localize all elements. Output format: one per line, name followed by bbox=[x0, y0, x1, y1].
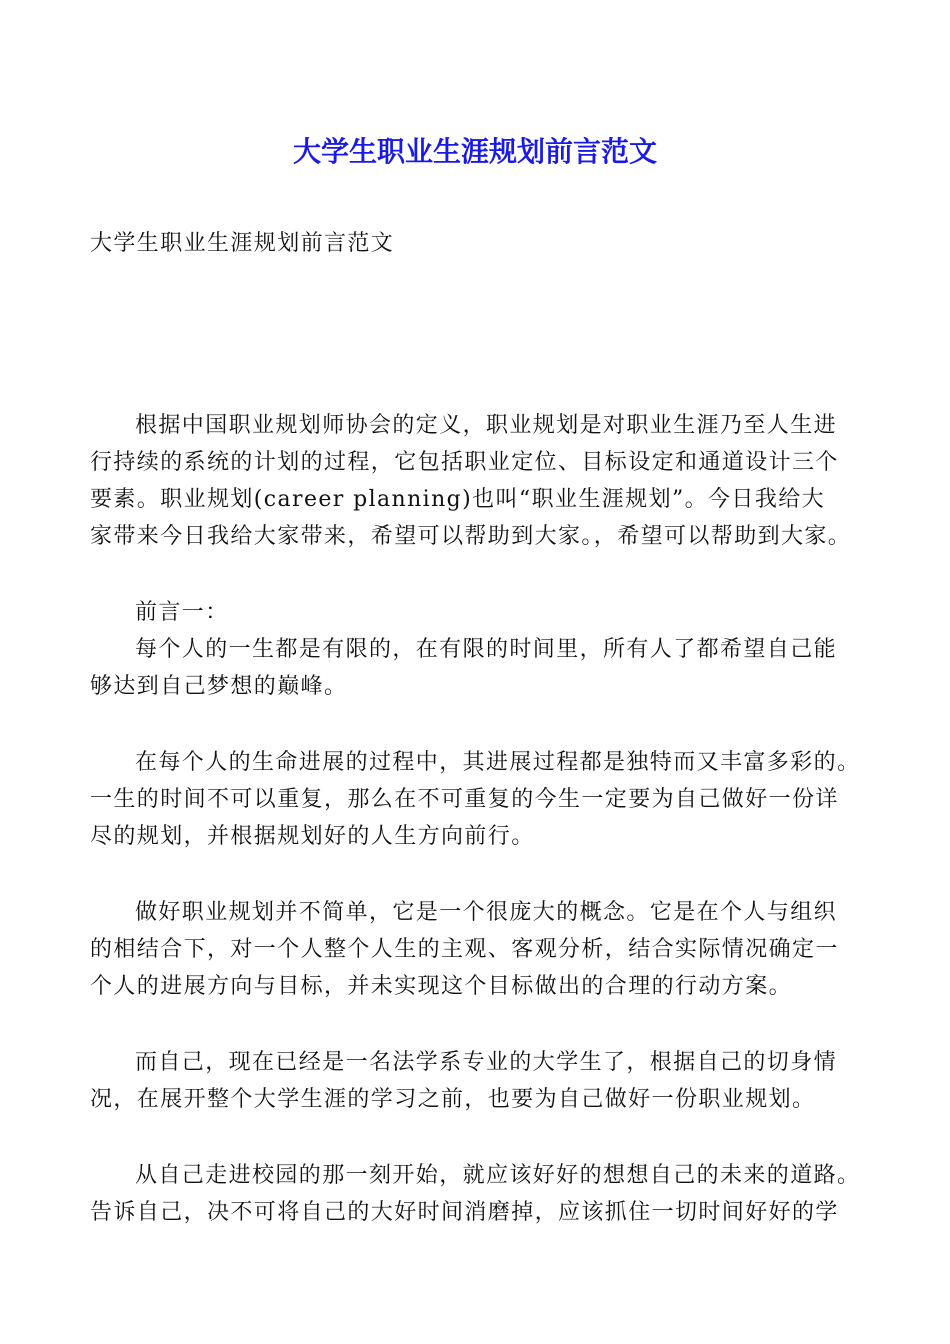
text-line: 一生的时间不可以重复，那么在不可重复的今生一定要为自己做好一份详 bbox=[90, 787, 839, 812]
text-line: 而自己，现在已经是一名法学系专业的大学生了，根据自己的切身情 bbox=[135, 1050, 838, 1075]
text-line: 行持续的系统的计划的过程，它包括职业定位、目标设定和通道设计三个 bbox=[90, 450, 839, 475]
text-line: 个人的进展方向与目标，并未实现这个目标做出的合理的行动方案。 bbox=[90, 974, 793, 999]
paragraph-life-progress bbox=[90, 744, 880, 855]
paragraph-campus-start bbox=[90, 1157, 880, 1231]
paragraph-career-planning bbox=[90, 894, 880, 1005]
text-line: 前言一： bbox=[135, 600, 229, 625]
text-line: 家带来今日我给大家带来，希望可以帮助到大家。，希望可以帮助到大家。 bbox=[90, 524, 852, 549]
section-heading-preface-one bbox=[90, 594, 880, 631]
paragraph-life-limited bbox=[90, 631, 880, 705]
text-line: 在每个人的生命进展的过程中，其进展过程都是独特而又丰富多彩的。 bbox=[135, 750, 861, 775]
text-line: 告诉自己，决不可将自己的大好时间消磨掉，应该抓住一切时间好好的学 bbox=[90, 1200, 839, 1225]
document-title: 大学生职业生涯规划前言范文 bbox=[292, 135, 657, 168]
text-line: 每个人的一生都是有限的，在有限的时间里，所有人了都希望自己能 bbox=[135, 637, 838, 662]
text-line: 根据中国职业规划师协会的定义，职业规划是对职业生涯乃至人生进 bbox=[135, 413, 838, 438]
text-line: 从自己走进校园的那一刻开始，就应该好好的想想自己的未来的道路。 bbox=[135, 1163, 861, 1188]
paragraph-self-law-student bbox=[90, 1044, 880, 1118]
text-line: 况，在展开整个大学生涯的学习之前，也要为自己做好一份职业规划。 bbox=[90, 1087, 816, 1112]
paragraph-definition bbox=[90, 407, 880, 555]
document-subtitle: 大学生职业生涯规划前言范文 bbox=[90, 231, 395, 256]
text-line: 做好职业规划并不简单，它是一个很庞大的概念。它是在个人与组织 bbox=[135, 900, 838, 925]
document-body bbox=[90, 407, 880, 1231]
text-line: 要素。职业规划(career planning)也叫“职业生涯规划”。今日我给大 bbox=[90, 487, 826, 512]
text-line: 尽的规划，并根据规划好的人生方向前行。 bbox=[90, 824, 535, 849]
text-line: 的相结合下，对一个人整个人生的主观、客观分析，结合实际情况确定一 bbox=[90, 937, 839, 962]
text-line: 够达到自己梦想的巅峰。 bbox=[90, 674, 348, 699]
